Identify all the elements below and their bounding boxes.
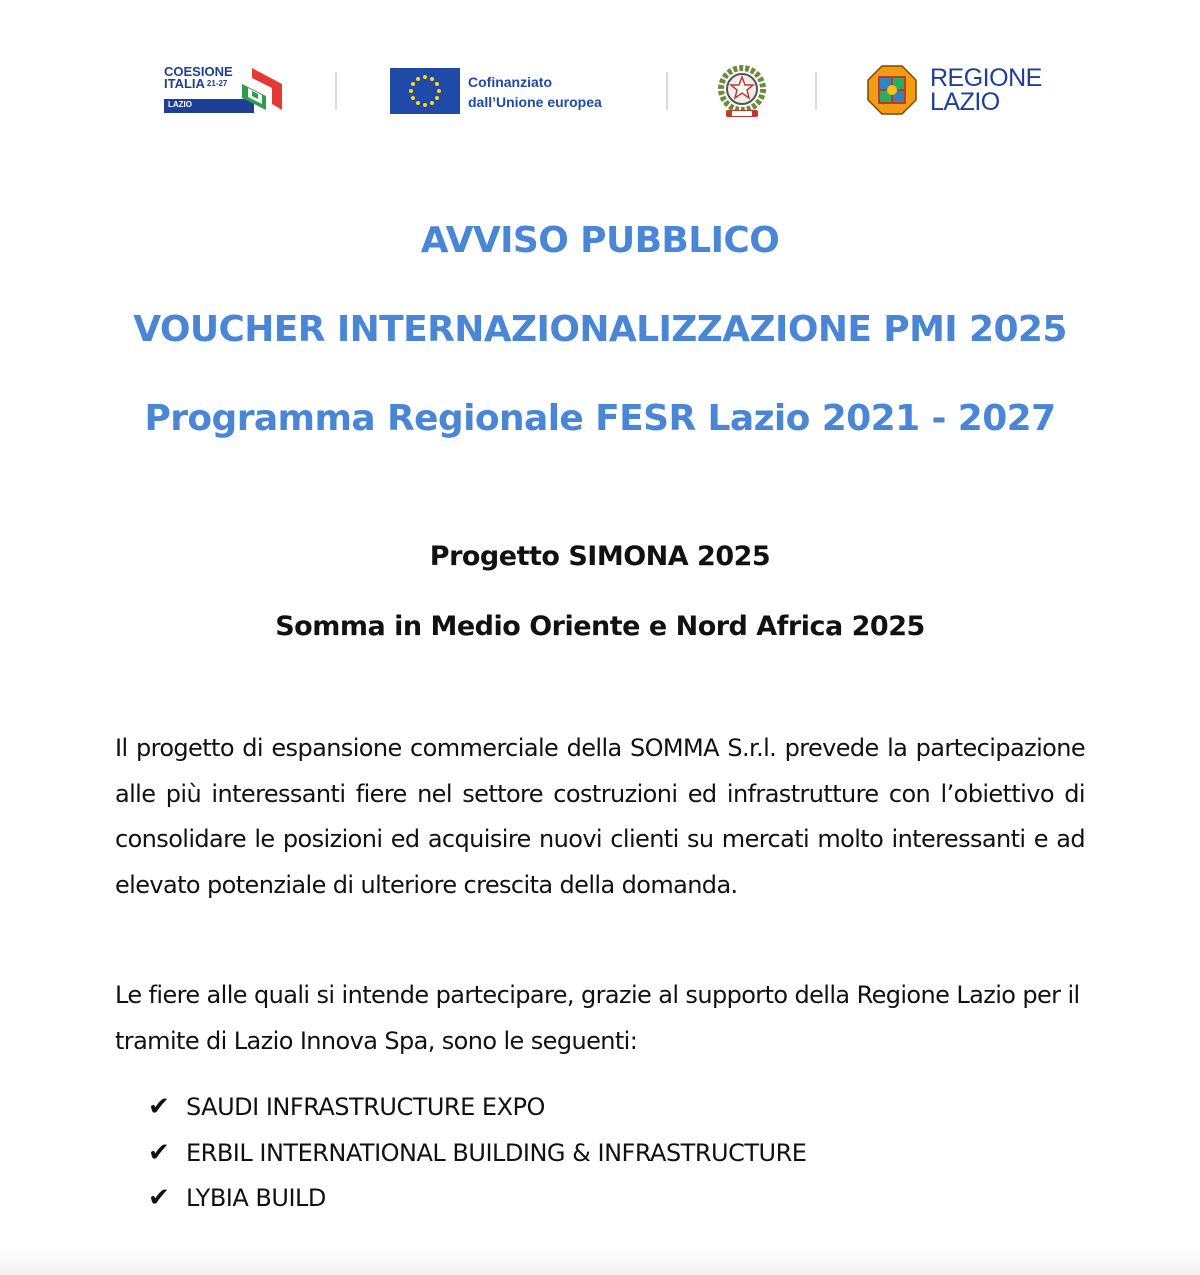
coesione-region-label: LAZIO <box>168 100 192 109</box>
coesione-period: 21-27 <box>206 79 228 88</box>
fair-name: LYBIA BUILD <box>186 1184 326 1212</box>
eu-stars-icon <box>390 68 460 114</box>
coesione-logo-text <box>164 66 233 90</box>
project-description: Somma in Medio Oriente e Nord Africa 2025 <box>275 611 925 642</box>
title-programma-regionale: Programma Regionale FESR Lazio 2021 - 2027 <box>144 398 1056 439</box>
coesione-arrows-icon <box>238 64 288 114</box>
regione-line2: LAZIO <box>930 88 1000 116</box>
title-avviso-pubblico: AVVISO PUBBLICO <box>420 220 780 261</box>
regione-lazio-name <box>930 66 1042 114</box>
logo-header <box>0 58 1200 124</box>
list-item <box>148 1085 806 1131</box>
list-item <box>148 1176 806 1222</box>
logo-separator <box>335 72 337 110</box>
italian-republic-emblem <box>714 58 770 124</box>
regione-line1: REGIONE <box>930 64 1042 92</box>
checkmark-icon: ✔ <box>148 1092 170 1122</box>
eu-label <box>468 72 602 112</box>
body-paragraph-1: Il progetto di espansione commerciale della SOMMA S.r.l. prevede la partecipazione alle più interessanti fiere nel settore costruzioni ed infrastrutture con l’obiettivo di consolidare le posizioni ed acquisire nuovi clienti su mercati molto interessanti e ad elevato potenziale di ulteriore crescita della domanda. <box>115 734 1085 899</box>
checkmark-icon: ✔ <box>148 1183 170 1213</box>
regione-lazio-crest-icon <box>866 64 918 116</box>
checkmark-icon: ✔ <box>148 1137 170 1168</box>
eu-label-line2: dall’Unione europea <box>468 94 602 110</box>
logo-separator <box>815 72 817 110</box>
list-item <box>148 1131 806 1177</box>
fair-name: SAUDI INFRASTRUCTURE EXPO <box>186 1093 545 1121</box>
page-bottom-edge <box>0 1245 1200 1275</box>
fairs-list <box>148 1085 806 1222</box>
document-title-block <box>0 212 1200 479</box>
title-voucher: VOUCHER INTERNAZIONALIZZAZIONE PMI 2025 <box>133 309 1067 350</box>
eu-label-line1: Cofinanziato <box>468 74 552 90</box>
italian-republic-emblem-icon <box>714 58 770 124</box>
eu-flag-icon <box>390 68 460 114</box>
project-name: Progetto SIMONA 2025 <box>429 541 771 572</box>
coesione-line1: COESIONE <box>164 64 233 79</box>
coesione-italia-logo <box>164 58 290 124</box>
body-paragraph-2: Le fiere alle quali si intende partecipare, grazie al supporto della Regione Lazio per il tramite di Lazio Innova Spa, sono le seguenti: <box>115 981 1080 1055</box>
logo-separator <box>666 72 668 110</box>
eu-cofinanced-logo <box>390 58 626 124</box>
fair-name: ERBIL INTERNATIONAL BUILDING & INFRASTRUCTURE <box>186 1138 807 1167</box>
regione-lazio-logo <box>866 58 1046 124</box>
coesione-line2: ITALIA <box>164 76 205 91</box>
